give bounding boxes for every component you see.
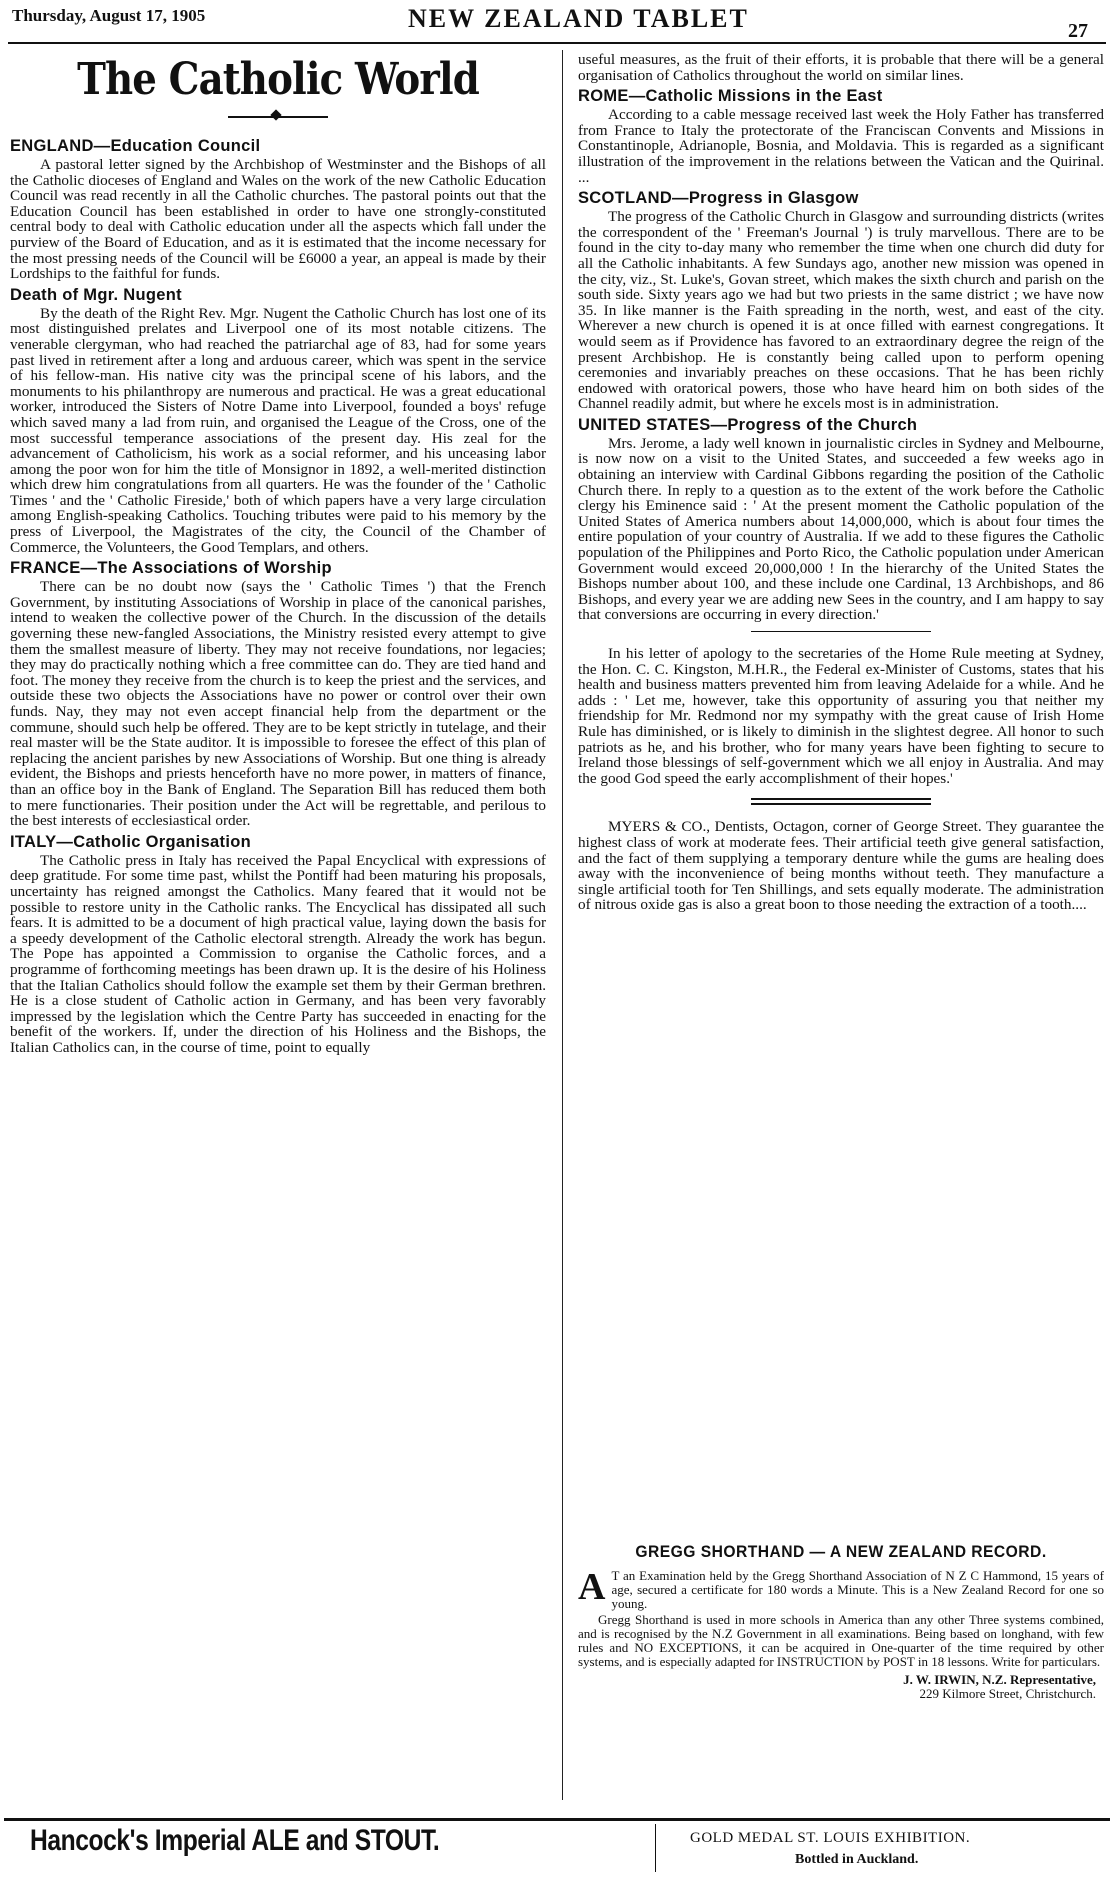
scotland-heading: SCOTLAND—Progress in Glasgow: [578, 189, 859, 208]
gregg-ad-address: 229 Kilmore Street, Christchurch.: [919, 1686, 1096, 1701]
gregg-advertisement: [578, 1542, 1104, 1701]
france-heading: FRANCE—The Associations of Worship: [10, 559, 332, 578]
italy-heading: ITALY—Catholic Organisation: [10, 832, 251, 851]
paper-title: NEW ZEALAND TABLET: [408, 4, 749, 33]
issue-date: Thursday, August 17, 1905: [12, 6, 206, 25]
page-header: [8, 4, 1106, 44]
italy-article-continued: useful measures, as the fruit of their efforts, it is probable that there will be a general organisation of Catholics throughout the world on similar lines.: [578, 51, 1104, 84]
france-article: There can be no doubt now (says the ' Catholic Times ') that the French Government, by instituting Associations of Worship in place of the canonical parishes, intend to weaken the collective power of the Church. In the discussion of the details governing these new-fangled Associations, the Ministry resisted every attempt to give them the smallest measure of liberty. They may not receive foundations, nor legacies; they may do practically nothing which a free committee can do. They are tied hand and foot. The money they receive from the church is to keep the priest and the services, and outside these two objects the Associations have no power or control over their own funds. Nay, they may not even accept financial help from the department or the commune, should such help be offered. They are to be kept strictly in tutelage, and their real master will be the State auditor. It is impossible to foresee the effect of this plan of replacing the ancient parishes by new Associations of Worship. But one thing is already evident, the Bishops and priests henceforth have no more power, in matters of finance, than an office boy in the Bank of England. The Separation Bill has reduced them both to mere functionaries. Their position under the Act will be regrettable, and perilous to the best interests of ecclesiastical order.: [10, 578, 546, 830]
right-column: [578, 52, 1104, 913]
gregg-ad-signature: J. W. IRWIN, N.Z. Representative,: [903, 1672, 1096, 1687]
hancock-advertisement: Hancock's Imperial ALE and STOUT.: [30, 1824, 440, 1857]
italy-article: The Catholic press in Italy has received the Papal Encyclical with expressions of deep gratitude. For some time past, whilst the Pontiff had been maturing his proposals, uncertainty has reigned amongst the Catholics. Many feared that it would not be possible to restore unity in the Catholic ranks. The Encyclical has dissipated all such fears. It is admitted to be a document of high practical value, laying down the basis for a speedy development of the Catholic electoral strength. Already the work has begun. The Pope has appointed a Commission to organise the Catholic forces, and a programme of forthcoming meetings has been drawn up. It is the desire of his Holiness that the Italian Catholics should follow the example set them by their German brethren. He is a close student of Catholic action in Germany, and has been very favorably impressed by the legislation which the Centre Party has succeeded in enacting for the benefit of the workers. If, under the direction of his Holiness and the Bishops, the Italian Catholics can, in the course of time, point to equally: [10, 851, 546, 1056]
section-separator: [751, 631, 931, 632]
left-column: [10, 52, 546, 1055]
page-number: 27: [1068, 20, 1088, 42]
footer-rule: [4, 1818, 1110, 1821]
rome-heading: ROME—Catholic Missions in the East: [578, 87, 883, 106]
gregg-drop-cap: A: [578, 1566, 606, 1608]
ornament-divider: [10, 110, 546, 122]
england-heading: ENGLAND—Education Council: [10, 137, 261, 155]
column-divider: [562, 50, 563, 1800]
england-article: A pastoral letter signed by the Archbishop of Westminster and the Bishops of all the Catholic dioceses of England and Wales on the work of the new Catholic Education Council was read recently in all the Catholic churches. The pastoral points out that the Education Council has been established in order to have one strongly-constituted central body to deal with Catholic education under all the aspects which fall under the purview of the Board of Education, and as it is estimated that the income necessary for the most pressing needs of the Council will be £6000 a year, an appeal is made by their Lordships to the faithful for funds.: [10, 156, 546, 283]
gregg-ad-title: GREGG SHORTHAND — A NEW ZEALAND RECORD.: [635, 1542, 1047, 1561]
double-rule-separator: [751, 798, 931, 805]
page-footer: [0, 1818, 1114, 1876]
gregg-ad-body: [578, 1566, 1104, 1669]
header-rule: [8, 42, 1106, 44]
nugent-heading: Death of Mgr. Nugent: [10, 285, 182, 304]
scotland-article: The progress of the Catholic Church in Glasgow and surrounding districts (writes the correspondent of the ' Freeman's Journal ') is truly marvellous. There are to be found in the city to-day many who remember the time when one church did duty for all the Catholic inhabitants. A few Sundays ago, another new mission was opened in the city, viz., St. Luke's, Govan street, which makes the sixth church and parish on the south side. Sixty years ago we had but two priests in the same district ; we have now 35. In like manner is the Faith spreading in the north, west, and east of the city. Wherever a new church is opened it is at once filled with earnest congregations. It would seem as if Providence has favored to an extraordinary degree the reign of the present Archbishop. He is constantly being called upon to perform opening ceremonies and invariably preaches on these occasions. That he has been richly endowed with oratorical powers, those who have heard him on both sides of the Channel readily admit, but where he excels most is in administration.: [578, 208, 1104, 413]
nugent-article: By the death of the Right Rev. Mgr. Nugent the Catholic Church has lost one of its most distinguished prelates and Liverpool one of its most notable citizens. The venerable clergyman, who had reached the patriarchal age of 83, had for some years past lived in retirement after a long and arduous career, which was spent in the service of his fellow-man. His native city was the principal scene of his labors, and the monuments to his philanthropy are numerous and practical. He was a great educational worker, introduced the Sisters of Notre Dame into Liverpool, founded a boys' refuge which saved many a lad from ruin, and organised the League of the Cross, one of the most successful temperance associations of the present day. His zeal for the advancement of Catholicism, his work as a social reformer, and his unceasing labor among the poor won for him the title of Monsignor in 1892, a well-merited distinction which drew him congratulations from all quarters. He was the founder of the ' Catholic Times ' and the ' Catholic Fireside,' both of which papers have a very large circulation among English-speaking Catholics. Touching tributes were paid to his memory by the press of Liverpool, the Magistrates of the city, the Council of the Chamber of Commerce, the Volunteers, the Good Templars, and others.: [10, 304, 546, 556]
gregg-ad-text1: T an Examination held by the Gregg Shorthand Association of N Z C Hammond, 15 years of age, secured a certificate for 180 words a Minute. This is a New Zealand Record for one so young.: [611, 1568, 1104, 1611]
section-masthead: The Catholic World: [77, 54, 479, 105]
bottled-line: Bottled in Auckland.: [795, 1852, 919, 1867]
home-rule-article: In his letter of apology to the secretaries of the Home Rule meeting at Sydney, the Hon. C. C. Kingston, M.H.R., the Federal ex-Minister of Customs, states that his health and business matters prevented him from leaving Adelaide for a while. And he adds : ' Let me, however, take this opportunity of assuring you that neither my friendship for Mr. Redmond nor my sympathy with the great cause of Irish Home Rule has diminished, or is likely to diminish in the slightest degree. All honor to such patriots as he, and his brother, who for many years have been fighting to secure to Ireland those blessings of self-government which we all enjoy in Australia. And may the good God speed the early accomplishment of their hopes.': [578, 645, 1104, 787]
us-article: Mrs. Jerome, a lady well known in journalistic circles in Sydney and Melbourne, is now now on a visit to the United States, and succeeded a few weeks ago in obtaining an interview with Cardinal Gibbons regarding the position of the Catholic Church there. In reply to a question as to the extent of the work before the Catholic clergy his Eminence said : ' At the present moment the Catholic population of the United States of America numbers about 14,000,000, which is about four times the entire population of your country of Australia. If we add to these figures the Catholic population of the Philippines and Porto Rico, the Catholic population under American Government would exceed 20,000,000 ! In the hierarchy of the United States the Bishops number about 100, and these include one Cardinal, 13 Archbishops, and 86 Bishops, and every year we are adding new Sees in the country, and I am happy to say that conversions are occurring in every direction.': [578, 434, 1104, 624]
us-heading: UNITED STATES—Progress of the Church: [578, 415, 918, 434]
gregg-ad-text2: Gregg Shorthand is used in more schools in America than any other Three systems combined, and is recognised by the N.Z Government in all examinations. Being based on longhand, with few rules and NO EXCEPTIONS, it can be acquired in One-quarter of the time required by other systems, and is especially adapted for INSTRUCTION by POST in 18 lessons. Write for particulars.: [578, 1612, 1104, 1669]
gold-medal-line: GOLD MEDAL ST. LOUIS EXHIBITION.: [690, 1830, 971, 1846]
footer-divider: [655, 1824, 656, 1872]
myers-advertisement: MYERS & CO., Dentists, Octagon, corner of George Street. They guarantee the highest class of work at moderate fees. Their artificial teeth give general satisfaction, and the fact of them supplying a temporary denture while the gums are healing does away with the inconvenience of being months without teeth. They manufacture a single artificial tooth for Ten Shillings, and sets equally moderate. The administration of nitrous oxide gas is also a great boon to those needing the extraction of a tooth....: [578, 818, 1104, 914]
rome-article: According to a cable message received last week the Holy Father has transferred from France to Italy the protectorate of the Franciscan Convents and Missions in Constantinople, Adrianople, Bosnia, and Moldavia. This is regarded as a significant illustration of the improvement in the relations between the Vatican and the Quirinal. ...: [578, 106, 1104, 186]
